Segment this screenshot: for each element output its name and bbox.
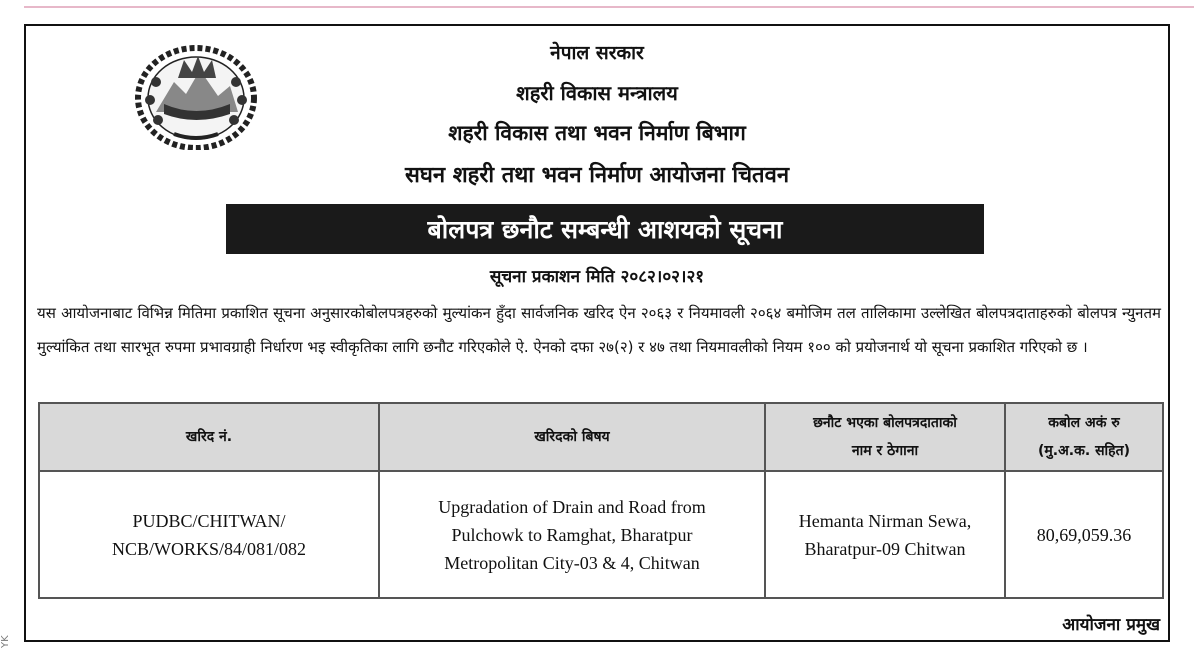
- cell-amount: 80,69,059.36: [1005, 471, 1163, 598]
- header-ministry: शहरी विकास मन्त्रालय: [516, 81, 678, 105]
- table-header-row: [39, 403, 1163, 471]
- header-bidder-line2: नाम र ठेगाना: [851, 443, 919, 459]
- header-bidder-line1: छनौट भएका बोलपत्रदाताको: [813, 415, 957, 431]
- cell-subject: Upgradation of Drain and Road from Pulchowk to Ramghat, Bharatpur Metropolitan City-03 & 4, Chitwan: [379, 471, 765, 598]
- signoff-project-chief: आयोजना प्रमुख: [1062, 615, 1160, 635]
- header-bidder: [765, 403, 1005, 471]
- header-amount-line1: कबोल अकं रु: [1048, 415, 1120, 431]
- publication-date: सूचना प्रकाशन मिति २०८२।०२।२१: [489, 267, 705, 287]
- header-subject: खरिदको बिषय: [379, 403, 765, 471]
- cell-procurement-no: PUDBC/CHITWAN/ NCB/WORKS/84/081/082: [39, 471, 379, 598]
- notice-body-paragraph: यस आयोजनाबाट विभिन्न मितिमा प्रकाशित सूचना अनुसारकोबोलपत्रहरुको मुल्यांकन हुँदा सार्वजनिक खरिद ऐन २०६३ र नियमावली २०६४ बमोजिम तल तालिकामा उल्लेखित बोलपत्रदाताहरुको बोलपत्र न्युनतम मुल्यांकित तथा सारभूत रुपमा प्रभावग्राही निर्धारण भइ स्वीकृतिका लागि छनौट गरिएकोले ऐ. ऐनको दफा २७(२) र ४७ तथा नियमावलीको नियम १०० को प्रयोजनार्थ यो सूचना प्रकाशित गरिएको छ ।: [37, 304, 1161, 356]
- notice-frame: [24, 24, 1170, 642]
- header-government: नेपाल सरकार: [550, 42, 644, 64]
- notice-title: बोलपत्र छनौट सम्बन्धी आशयको सूचना: [427, 215, 783, 244]
- header-amount: [1005, 403, 1163, 471]
- header-project-office: सघन शहरी तथा भवन निर्माण आयोजना चितवन: [404, 163, 790, 188]
- cell-bidder: Hemanta Nirman Sewa, Bharatpur-09 Chitwan: [765, 471, 1005, 598]
- top-decorative-rule: [24, 6, 1194, 8]
- notice-title-banner: [226, 204, 984, 254]
- side-mark: YK: [0, 635, 11, 648]
- table-row: [39, 471, 1163, 598]
- award-table: [38, 402, 1164, 599]
- header-procurement-no: खरिद नं.: [39, 403, 379, 471]
- header-amount-line2: (मु.अ.क. सहित): [1038, 443, 1130, 459]
- header-department: शहरी विकास तथा भवन निर्माण बिभाग: [448, 121, 746, 145]
